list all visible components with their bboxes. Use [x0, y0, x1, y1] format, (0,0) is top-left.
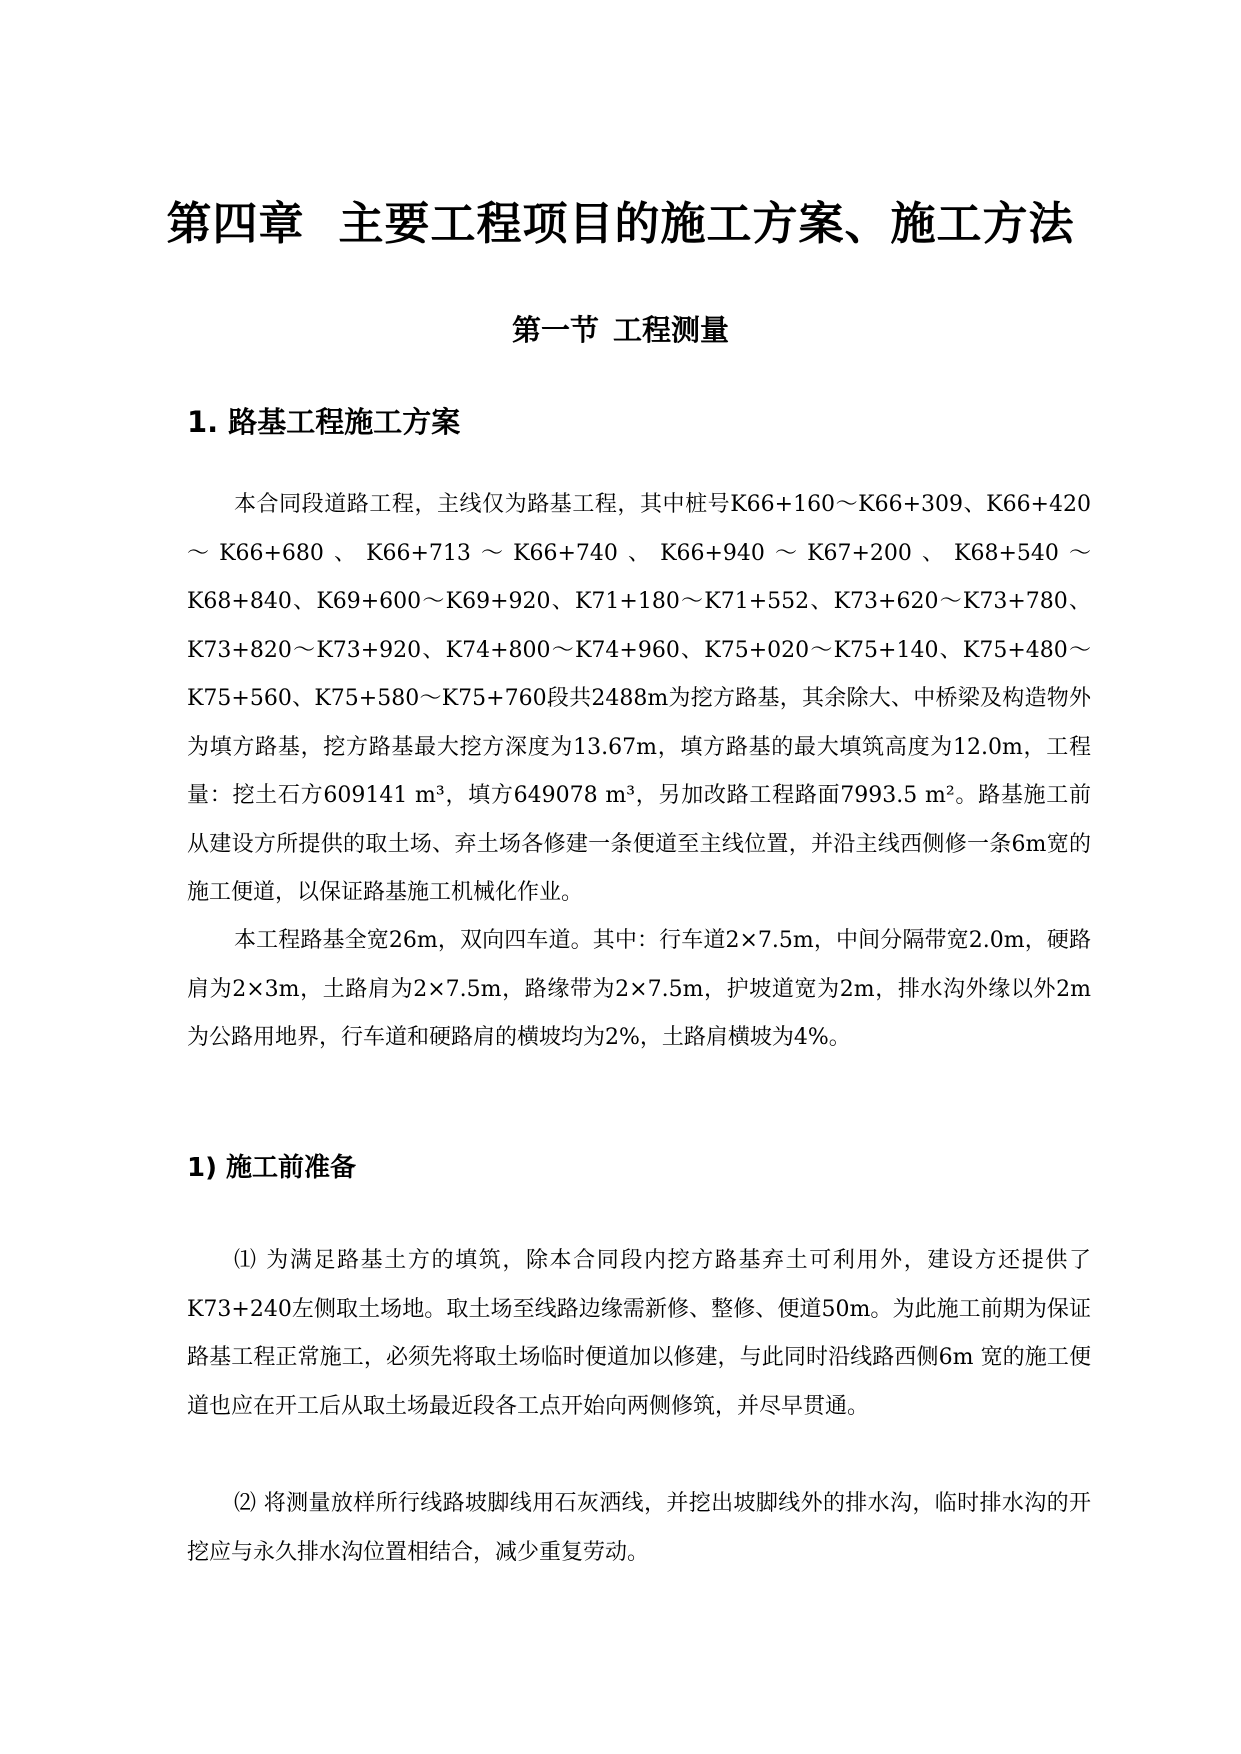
- chapter-label: 第四章: [166, 197, 305, 250]
- paragraph-roadbed-width: 本工程路基全宽26m，双向四车道。其中：行车道2×7.5m，中间分隔带宽2.0m，硬路肩为2×3m，土路肩为2×7.5m，路缘带为2×7.5m，护坡道宽为2m，排水沟外缘以外2m为公路用地界，行车道和硬路肩的横坡均为2%，土路肩横坡为4%。: [187, 928, 1091, 1050]
- section-name: 工程测量: [613, 313, 730, 347]
- section-title: [0, 310, 1241, 350]
- section-label: 第一节: [511, 313, 599, 347]
- chapter-title: [0, 196, 1241, 252]
- chapter-name: 主要工程项目的施工方案、施工方法: [338, 197, 1075, 250]
- paragraph-borrow-site: ⑴ 为满足路基土方的填筑，除本合同段内挖方路基弃土可利用外，建设方还提供了K73+240左侧取土场地。取土场至线路边缘需新修、整修、便道50m。为此施工前期为保证路基工程正常施工，必须先将取土场临时便道加以修建，与此同时沿线路西侧6m 宽的施工便道也应在开工后从取土场最近段各工点开始向两侧修筑，并尽早贯通。: [187, 1248, 1091, 1419]
- paragraph-drainage-ditch: ⑵ 将测量放样所行线路坡脚线用石灰洒线，并挖出坡脚线外的排水沟，临时排水沟的开挖应与永久排水沟位置相结合，减少重复劳动。: [187, 1491, 1091, 1565]
- heading-preparation: 1) 施工前准备: [187, 1153, 357, 1183]
- paragraph-project-overview: 本合同段道路工程，主线仅为路基工程，其中桩号K66+160～K66+309、K66+420～K66+680、K66+713～K66+740、K66+940～K67+200、K68+540～K68+840、K69+600～K69+920、K71+180～K71+552、K73+620～K73+780、K73+820～K73+920、K74+800～K74+960、K75+020～K75+140、K75+480～K75+560、K75+580～K75+760段共2488m为挖方路基，其余除大、中桥梁及构造物外为填方路基，挖方路基最大挖方深度为13.67m，填方路基的最大填筑高度为12.0m，工程量：挖土石方609141 m³，填方649078 m³，另加改路工程路面7993.5 m²。路基施工前从建设方所提供的取土场、弃土场各修建一条便道至主线位置，并沿主线西侧修一条6m宽的施工便道，以保证路基施工机械化作业。: [187, 492, 1091, 905]
- heading-roadbed-plan: 1. 路基工程施工方案: [187, 405, 461, 439]
